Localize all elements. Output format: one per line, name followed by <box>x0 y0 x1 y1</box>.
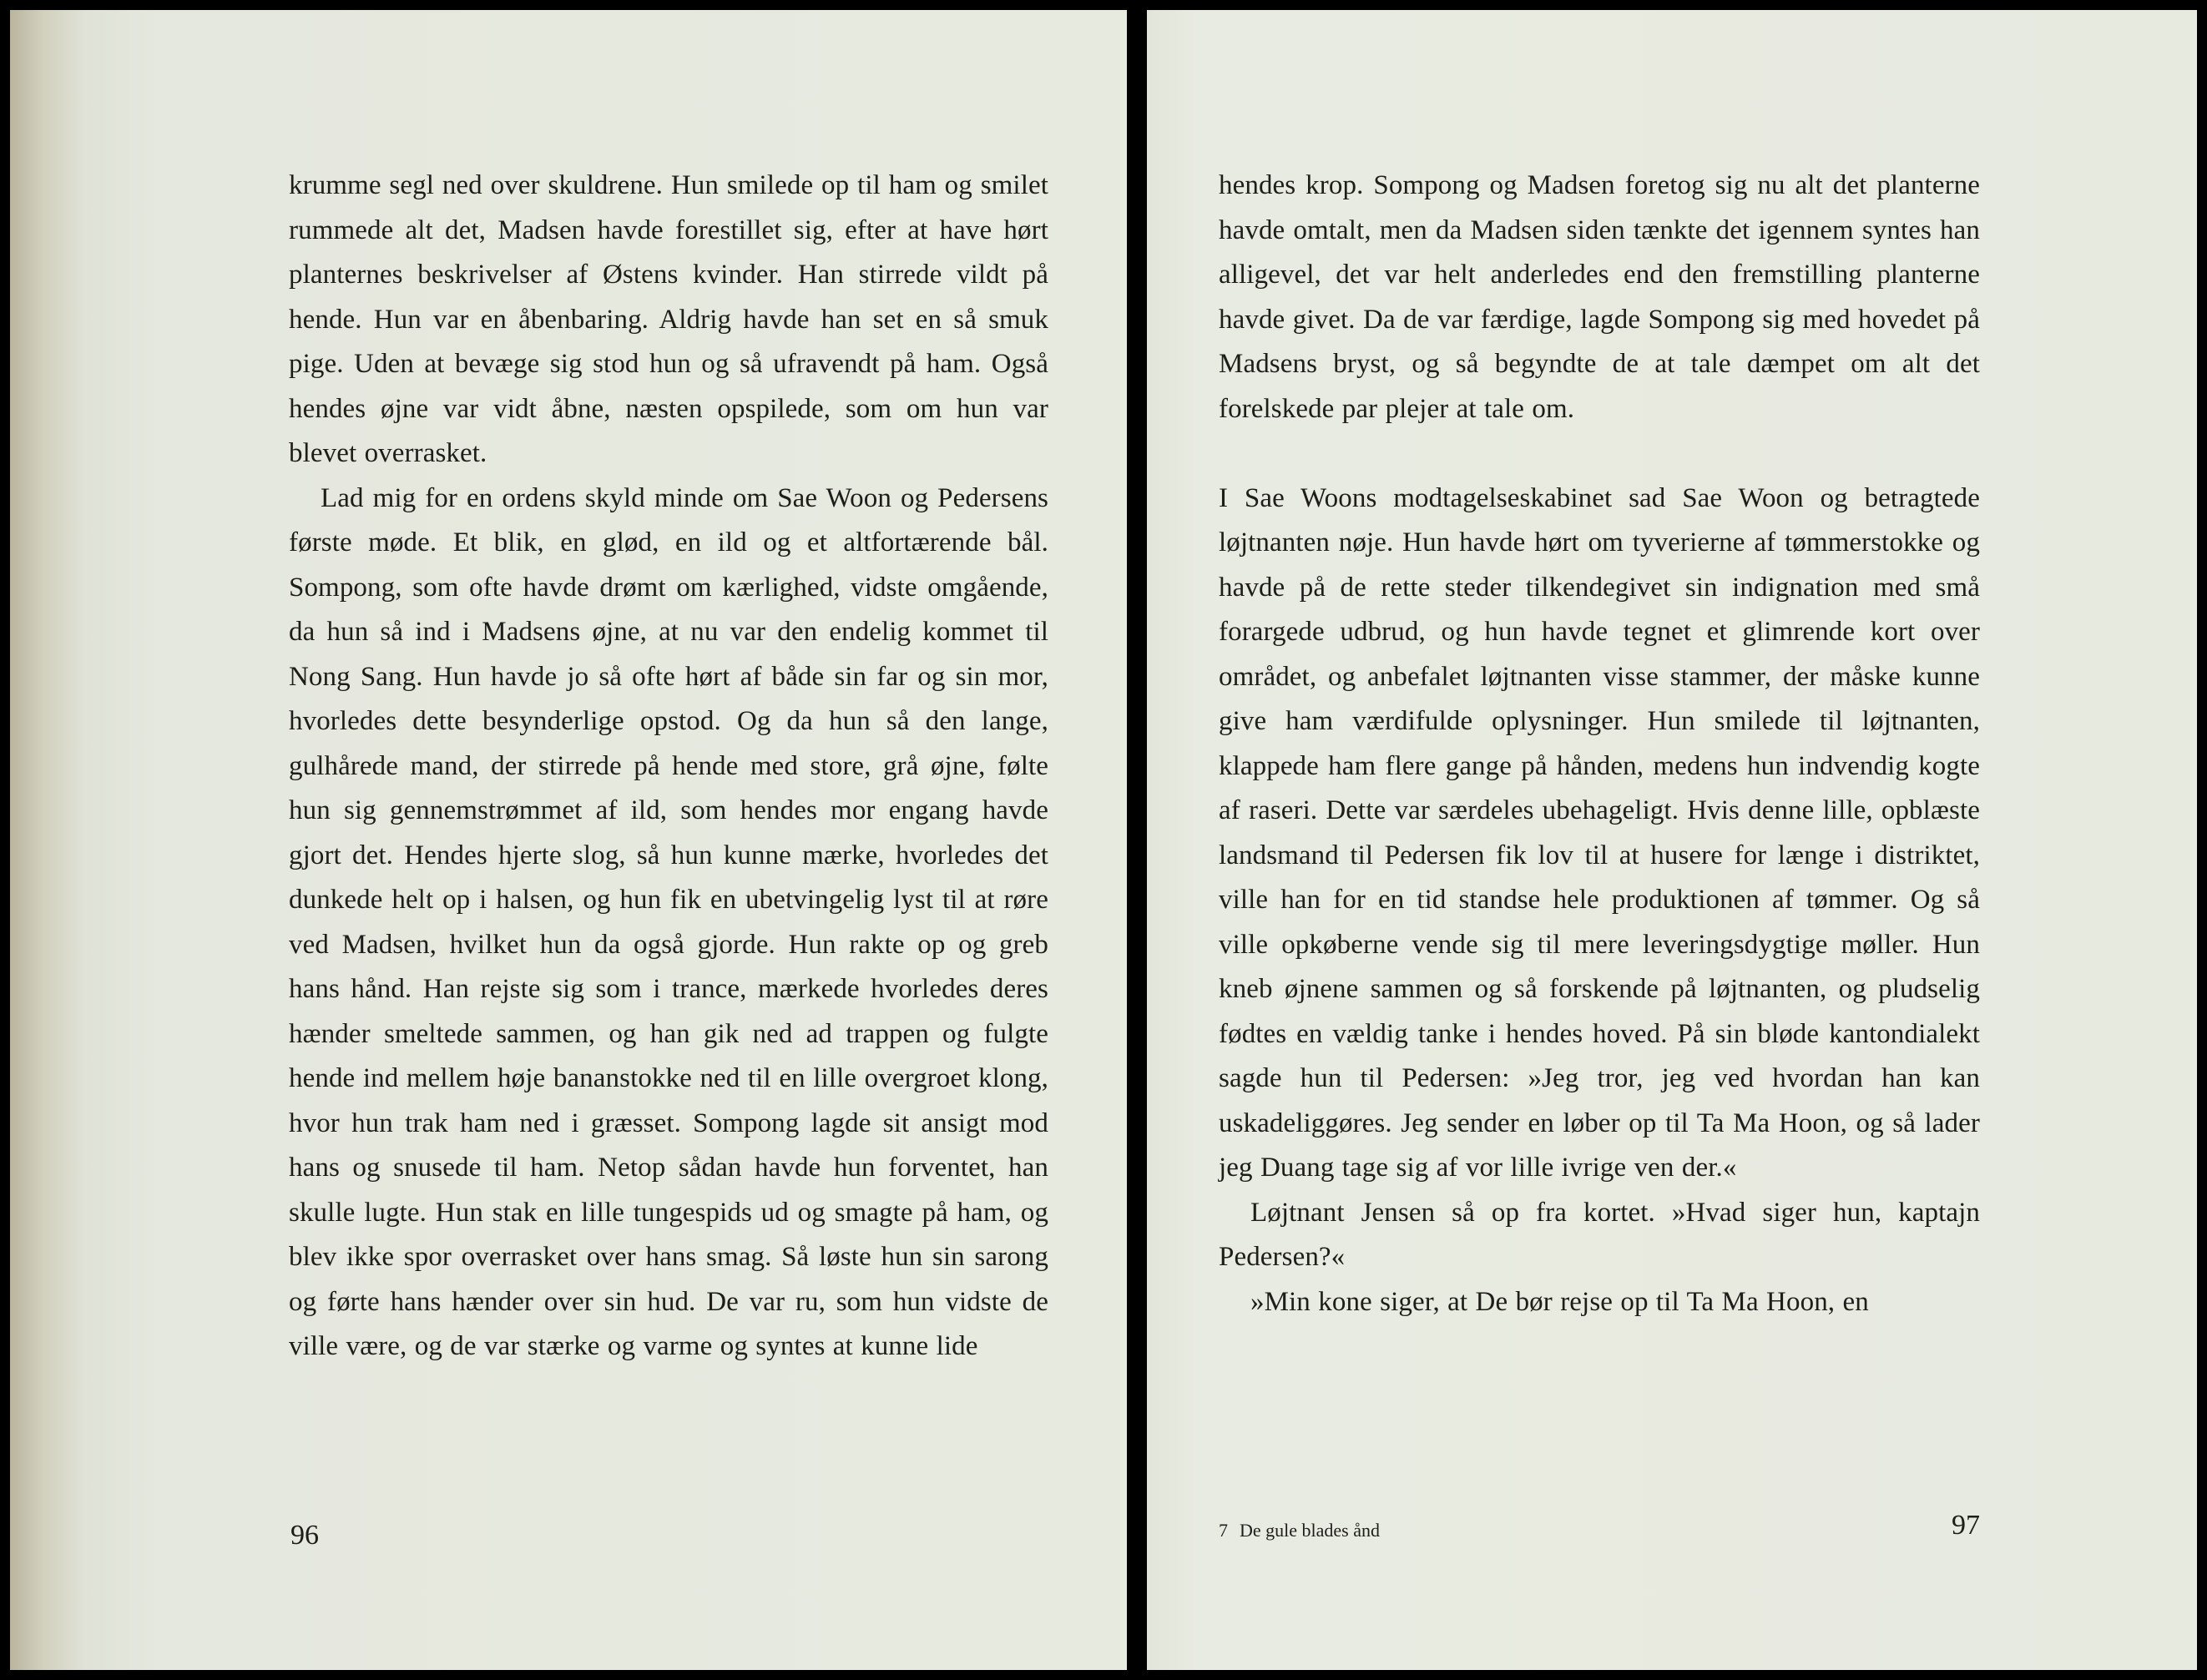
signature-title: De gule blades ånd <box>1240 1520 1380 1541</box>
right-page-body <box>1219 164 1980 1324</box>
page-number: 96 <box>290 1520 319 1551</box>
signature-mark <box>1219 1519 1380 1542</box>
left-page <box>10 10 1127 1670</box>
paragraph: hendes krop. Sompong og Madsen foretog sig nu alt det planterne havde omtalt, men da Madsen siden tænkte det igennem syntes han alligevel, det var helt anderledes end den fremstilling planterne havde givet. Da de var færdige, lagde Sompong sig med hovedet på Madsens bryst, og så begyndte de at tale dæmpet om alt det forelskede par plejer at tale om. <box>1219 170 1980 424</box>
paragraph: I Sae Woons modtagelseskabinet sad Sae Woon og betragtede løjtnanten nøje. Hun havde hørt om tyverierne af tømmerstokke og havde på de rette steder tilkendegivet sin indignation med små forargede udbrud, og hun havde tegnet et glimrende kort over området, og anbefalet løjtnanten visse stammer, der måske kunne give ham værdifulde oplysninger. Hun smilede til løjtnanten, klappede ham flere gange på hånden, medens hun indvendig kogte af raseri. Dette var særdeles ubehageligt. Hvis denne lille, opblæste landsmand til Pedersen fik lov til at husere for længe i distriktet, ville han for en tid standse hele produktionen af tømmer. Og så ville opkøberne vende sig til mere leveringsdygtige møller. Hun kneb øjnene sammen og så forskende på løjtnanten, og pludselig fødtes en vældig tanke i hendes hoved. På sin bløde kantondialekt sagde hun til Pedersen: »Jeg tror, jeg ved hvordan han kan uskadeliggøres. Jeg sender en løber op til Ta Ma Hoon, og så lader jeg Duang tage sig af vor lille ivrige ven der.« <box>1219 482 1980 1183</box>
paragraph: »Min kone siger, at De bør rejse op til Ta Ma Hoon, en <box>1250 1286 1869 1317</box>
page-number: 97 <box>1952 1510 1980 1541</box>
left-page-body <box>289 164 1048 1370</box>
paragraph: Løjtnant Jensen så op fra kortet. »Hvad siger hun, kaptajn Pedersen?« <box>1219 1197 1980 1272</box>
paragraph: Lad mig for en ordens skyld minde om Sae Woon og Pedersens første møde. Et blik, en glød, en ild og et altfortærende bål. Sompong, som ofte havde drømt om kærlighed, vidste omgående, da hun så ind i Madsens øjne, at nu var den endelig kommet til Nong Sang. Hun havde jo så ofte hørt af både sin far og sin mor, hvorledes dette besynderlige opstod. Og da hun så den lange, gulhårede mand, der stirrede på hende med store, grå øjne, følte hun sig gennemstrømmet af ild, som hendes mor engang havde gjort det. Hendes hjerte slog, så hun kunne mærke, hvorledes det dunkede helt op i halsen, og hun fik en ubetvingelig lyst til at røre ved Madsen, hvilket hun da også gjorde. Hun rakte op og greb hans hånd. Han rejste sig som i trance, mærkede hvorledes deres hænder smeltede sammen, og han gik ned ad trappen og fulgte hende ind mellem høje bananstokke ned til en lille overgroet klong, hvor hun trak ham ned i græsset. Sompong lagde sit ansigt mod hans og snusede til ham. Netop sådan havde hun forventet, han skulle lugte. Hun stak en lille tungespids ud og smagte på ham, og blev ikke spor overrasket over hans smag. Så løste hun sin sarong og førte hans hænder over sin hud. De var ru, som hun vidste de ville være, og de var stærke og varme og syntes at kunne lide <box>289 482 1048 1361</box>
right-page <box>1147 10 2197 1670</box>
paragraph: krumme segl ned over skuldrene. Hun smilede op til ham og smilet rummede alt det, Madsen havde forestillet sig, efter at have hørt planternes beskrivelser af Østens kvinder. Han stirrede vildt på hende. Hun var en åbenbaring. Aldrig havde han set en så smuk pige. Uden at bevæge sig stod hun og så ufravendt på ham. Også hendes øjne var vidt åbne, næsten opspilede, som om hun var blevet overrasket. <box>289 170 1048 468</box>
signature-number: 7 <box>1219 1520 1228 1541</box>
